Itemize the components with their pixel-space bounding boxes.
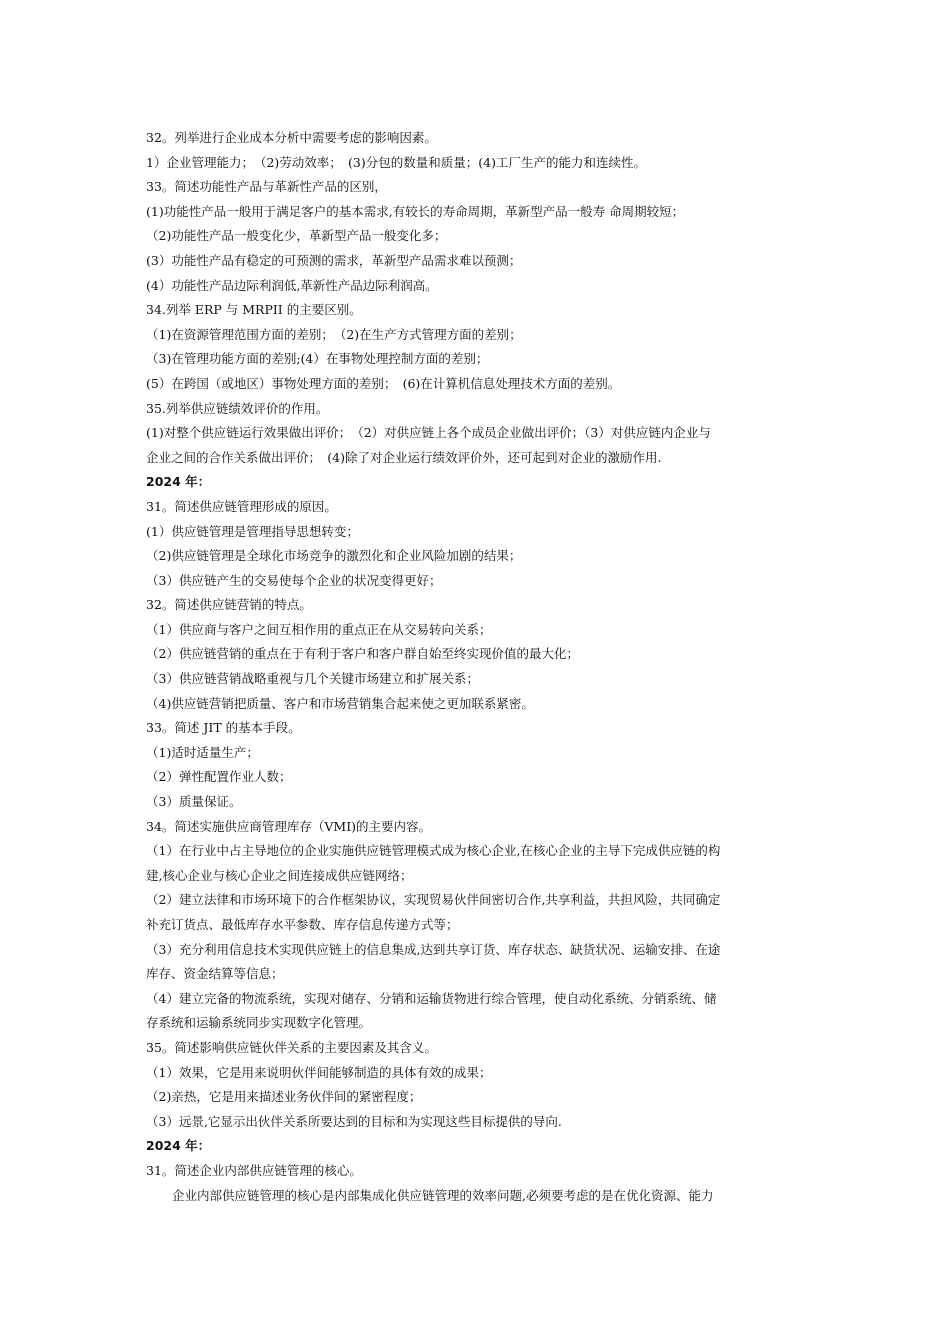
answer-line: （1）在行业中占主导地位的企业实施供应链管理模式成为核心企业,在核心企业的主导下完成供应链的构 <box>146 843 721 859</box>
question-heading: 32。列举进行企业成本分析中需要考虑的影响因素。 <box>146 130 437 145</box>
answer-line: (3）功能性产品有稳定的可预测的需求，革新型产品需求难以预测； <box>146 252 522 268</box>
year-heading: 2024 年： <box>146 474 211 490</box>
answer-line: （2）供应链营销的重点在于有利于客户和客户群自始至终实现价值的最大化； <box>146 646 579 662</box>
answer-line: （2)供应链管理是全球化市场竞争的激烈化和企业风险加剧的结果； <box>146 548 522 564</box>
question-heading: 35.列举供应链绩效评价的作用。 <box>146 400 329 416</box>
answer-line: (1)功能性产品一般用于满足客户的基本需求,有较长的寿命周期，革新型产品一般寿 命周期较短； <box>146 203 685 219</box>
answer-line: 建,核心企业与核心企业之间连接成供应链网络； <box>146 867 413 883</box>
answer-line: 补充订货点、最低库存水平参数、库存信息传递方式等； <box>146 917 459 932</box>
question-heading: 32。简述供应链营销的特点。 <box>146 597 312 613</box>
answer-line: （4)供应链营销把质量、客户和市场营销集合起来使之更加联系紧密。 <box>146 695 534 711</box>
answer-line: （3）充分利用信息技术实现供应链上的信息集成,达到共享订货、库存状态、缺货状况、运输安排、在途 <box>146 941 721 957</box>
answer-line: （3)在管理功能方面的差别;(4）在事物处理控制方面的差别； <box>146 351 489 367</box>
question-heading: 31。简述供应链管理形成的原因。 <box>146 498 337 514</box>
answer-line: （1）供应商与客户之间互相作用的重点正在从交易转向关系； <box>146 621 492 637</box>
answer-line: 库存、资金结算等信息； <box>146 966 284 982</box>
answer-line: （1)适时适量生产； <box>146 744 259 760</box>
question-heading: 31。简述企业内部供应链管理的核心。 <box>146 1162 362 1178</box>
paragraph-line: 企业内部供应链管理的核心是内部集成化供应链管理的效率问题,必须要考虑的是在优化资源、能力 <box>172 1187 714 1203</box>
answer-line: (4）功能性产品边际利润低,革新性产品边际利润高。 <box>146 277 438 293</box>
answer-line: （3）供应链营销战略重视与几个关键市场建立和扩展关系； <box>146 671 479 687</box>
answer-line: 1）企业管理能力； （2)劳动效率； (3)分包的数量和质量；(4)工厂生产的能力和连续性。 <box>146 154 646 170</box>
document-body <box>146 126 811 1208</box>
answer-line: （2）弹性配置作业人数； <box>146 769 292 785</box>
question-heading: 33。简述功能性产品与革新性产品的区别， <box>146 179 387 195</box>
question-heading: 33。简述 JIT 的基本手段。 <box>146 720 301 736</box>
answer-line: (1)对整个供应链运行效果做出评价； （2）对供应链上各个成员企业做出评价；（3）对供应链内企业与 <box>146 425 711 441</box>
question-heading: 34。简述实施供应商管理库存（VMI)的主要内容。 <box>146 818 432 834</box>
year-heading: 2024 年： <box>146 1138 211 1154</box>
answer-line: （4）建立完备的物流系统，实现对储存、分销和运输货物进行综合管理，使自动化系统、分销系统、储 <box>146 990 717 1006</box>
answer-line: （2）建立法律和市场环境下的合作框架协议，实现贸易伙伴间密切合作,共享利益，共担风险，共同确定 <box>146 892 721 908</box>
answer-line: （2)亲热，它是用来描述业务伙伴间的紧密程度； <box>146 1089 422 1105</box>
question-heading: 34.列举 ERP 与 MRPII 的主要区别。 <box>146 302 362 318</box>
answer-line: （1)在资源管理范围方面的差别； （2)在生产方式管理方面的差别； <box>146 326 522 342</box>
answer-line: （1）效果，它是用来说明伙伴间能够制造的具体有效的成果； <box>146 1064 492 1080</box>
answer-line: 企业之间的合作关系做出评价； (4)除了对企业运行绩效评价外，还可起到对企业的激励作用. <box>146 449 662 465</box>
question-heading: 35。简述影响供应链伙伴关系的主要因素及其含义。 <box>146 1039 437 1055</box>
answer-line: (1）供应链管理是管理指导思想转变； <box>146 523 359 539</box>
answer-line: （3）供应链产生的交易使每个企业的状况变得更好； <box>146 572 442 588</box>
answer-line: 存系统和运输系统同步实现数字化管理。 <box>146 1015 372 1031</box>
answer-line: （2)功能性产品一般变化少，革新型产品一般变化多； <box>146 228 447 244</box>
answer-line: (5）在跨国（或地区）事物处理方面的差别； (6)在计算机信息处理技术方面的差别。 <box>146 375 621 391</box>
answer-line: （3）质量保证。 <box>146 794 242 810</box>
answer-line: （3）远景,它显示出伙伴关系所要达到的目标和为实现这些目标提供的导向. <box>146 1113 562 1129</box>
